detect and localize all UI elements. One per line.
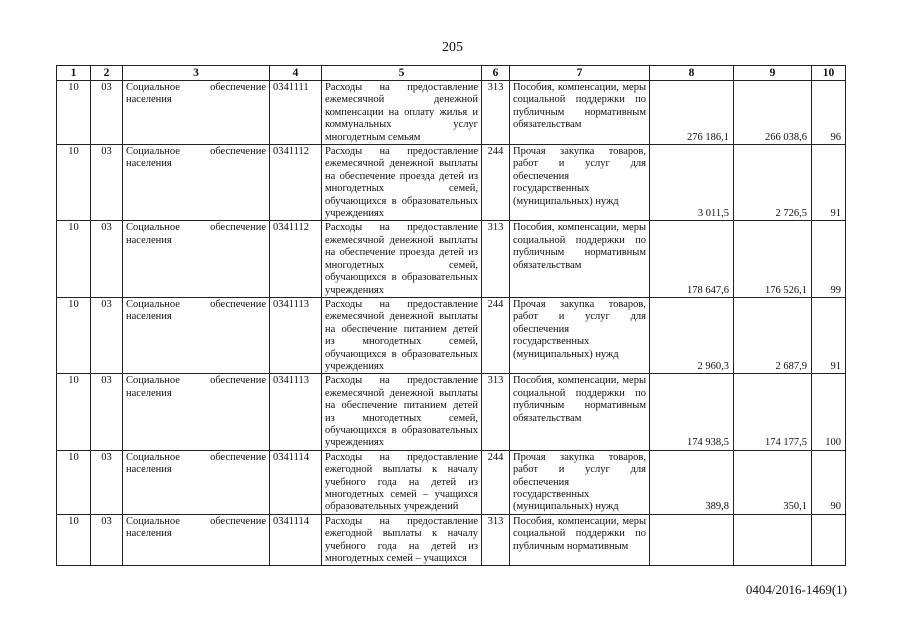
target-article: 0341111 — [270, 81, 322, 145]
target-article: 0341112 — [270, 221, 322, 297]
planned-amount: 276 186,1 — [650, 81, 734, 145]
target-article: 0341114 — [270, 514, 322, 566]
expense-type-name: Пособия, компенсации, меры социальной поддержки по публичным нормативным обязательствам — [510, 374, 650, 450]
section-code: 10 — [57, 450, 91, 514]
section-code: 10 — [57, 514, 91, 566]
actual-amount: 2 726,5 — [734, 145, 812, 221]
actual-amount: 266 038,6 — [734, 81, 812, 145]
column-header: 9 — [734, 66, 812, 81]
article-name: Расходы на предоставление ежегодной выплаты к началу учебного года на детей из многодетных семей – учащихся образовательных учреждений — [322, 450, 482, 514]
column-header: 10 — [812, 66, 846, 81]
expense-type: 313 — [482, 514, 510, 566]
section-name: Социальное обеспечение населения — [123, 374, 270, 450]
expense-type-name: Прочая закупка товаров, работ и услуг для обеспечения государственных (муниципальных) нужд — [510, 450, 650, 514]
section-code: 10 — [57, 81, 91, 145]
expense-type: 244 — [482, 450, 510, 514]
expense-type: 313 — [482, 81, 510, 145]
section-name: Социальное обеспечение населения — [123, 221, 270, 297]
budget-table — [56, 65, 846, 566]
subsection-code: 03 — [91, 514, 123, 566]
expense-type-name: Прочая закупка товаров, работ и услуг для обеспечения государственных (муниципальных) нужд — [510, 145, 650, 221]
column-header: 7 — [510, 66, 650, 81]
expense-type: 313 — [482, 374, 510, 450]
target-article: 0341112 — [270, 145, 322, 221]
execution-percent — [812, 514, 846, 566]
section-name: Социальное обеспечение населения — [123, 145, 270, 221]
actual-amount: 174 177,5 — [734, 374, 812, 450]
table-row — [57, 374, 846, 450]
table-row — [57, 221, 846, 297]
subsection-code: 03 — [91, 297, 123, 373]
target-article: 0341114 — [270, 450, 322, 514]
execution-percent: 91 — [812, 297, 846, 373]
table-row — [57, 81, 846, 145]
actual-amount: 350,1 — [734, 450, 812, 514]
article-name: Расходы на предоставление ежемесячной денежной компенсации на оплату жилья и коммунальных услуг многодетным семьям — [322, 81, 482, 145]
column-header: 3 — [123, 66, 270, 81]
section-code: 10 — [57, 221, 91, 297]
table-row — [57, 145, 846, 221]
table-row — [57, 514, 846, 566]
column-header: 2 — [91, 66, 123, 81]
article-name: Расходы на предоставление ежемесячной денежной выплаты на обеспечение питанием детей из многодетных семей, обучающихся в образовательных учреждениях — [322, 374, 482, 450]
subsection-code: 03 — [91, 145, 123, 221]
section-name: Социальное обеспечение населения — [123, 81, 270, 145]
section-code: 10 — [57, 145, 91, 221]
subsection-code: 03 — [91, 81, 123, 145]
actual-amount: 176 526,1 — [734, 221, 812, 297]
page-number: 205 — [442, 40, 463, 55]
subsection-code: 03 — [91, 450, 123, 514]
subsection-code: 03 — [91, 221, 123, 297]
section-code: 10 — [57, 297, 91, 373]
article-name: Расходы на предоставление ежемесячной денежной выплаты на обеспечение питанием детей из многодетных семей, обучающихся в образовательных учреждениях — [322, 297, 482, 373]
column-header: 1 — [57, 66, 91, 81]
column-header: 4 — [270, 66, 322, 81]
section-name: Социальное обеспечение населения — [123, 450, 270, 514]
section-code: 10 — [57, 374, 91, 450]
table-row — [57, 297, 846, 373]
document-code: 0404/2016-1469(1) — [745, 582, 847, 597]
section-name: Социальное обеспечение населения — [123, 514, 270, 566]
article-name: Расходы на предоставление ежемесячной денежной выплаты на обеспечение проезда детей из многодетных семей, обучающихся в образовательных учреждениях — [322, 221, 482, 297]
execution-percent: 99 — [812, 221, 846, 297]
planned-amount: 174 938,5 — [650, 374, 734, 450]
target-article: 0341113 — [270, 374, 322, 450]
planned-amount: 2 960,3 — [650, 297, 734, 373]
header-row — [57, 66, 846, 81]
planned-amount: 389,8 — [650, 450, 734, 514]
expense-type-name: Пособия, компенсации, меры социальной поддержки по публичным нормативным обязательствам — [510, 81, 650, 145]
subsection-code: 03 — [91, 374, 123, 450]
actual-amount — [734, 514, 812, 566]
expense-type-name: Пособия, компенсации, меры социальной поддержки по публичным нормативным обязательствам — [510, 221, 650, 297]
planned-amount: 178 647,6 — [650, 221, 734, 297]
expense-type-name: Прочая закупка товаров, работ и услуг для обеспечения государственных (муниципальных) нужд — [510, 297, 650, 373]
execution-percent: 96 — [812, 81, 846, 145]
target-article: 0341113 — [270, 297, 322, 373]
planned-amount: 3 011,5 — [650, 145, 734, 221]
expense-type: 313 — [482, 221, 510, 297]
section-name: Социальное обеспечение населения — [123, 297, 270, 373]
execution-percent: 90 — [812, 450, 846, 514]
execution-percent: 91 — [812, 145, 846, 221]
execution-percent: 100 — [812, 374, 846, 450]
column-header: 8 — [650, 66, 734, 81]
expense-type: 244 — [482, 145, 510, 221]
article-name: Расходы на предоставление ежемесячной денежной выплаты на обеспечение проезда детей из многодетных семей, обучающихся в образовательных учреждениях — [322, 145, 482, 221]
column-header: 5 — [322, 66, 482, 81]
expense-type: 244 — [482, 297, 510, 373]
expense-type-name: Пособия, компенсации, меры социальной поддержки по публичным нормативным — [510, 514, 650, 566]
actual-amount: 2 687,9 — [734, 297, 812, 373]
column-header: 6 — [482, 66, 510, 81]
table-row — [57, 450, 846, 514]
planned-amount — [650, 514, 734, 566]
article-name: Расходы на предоставление ежегодной выплаты к началу учебного года на детей из многодетных семей – учащихся — [322, 514, 482, 566]
